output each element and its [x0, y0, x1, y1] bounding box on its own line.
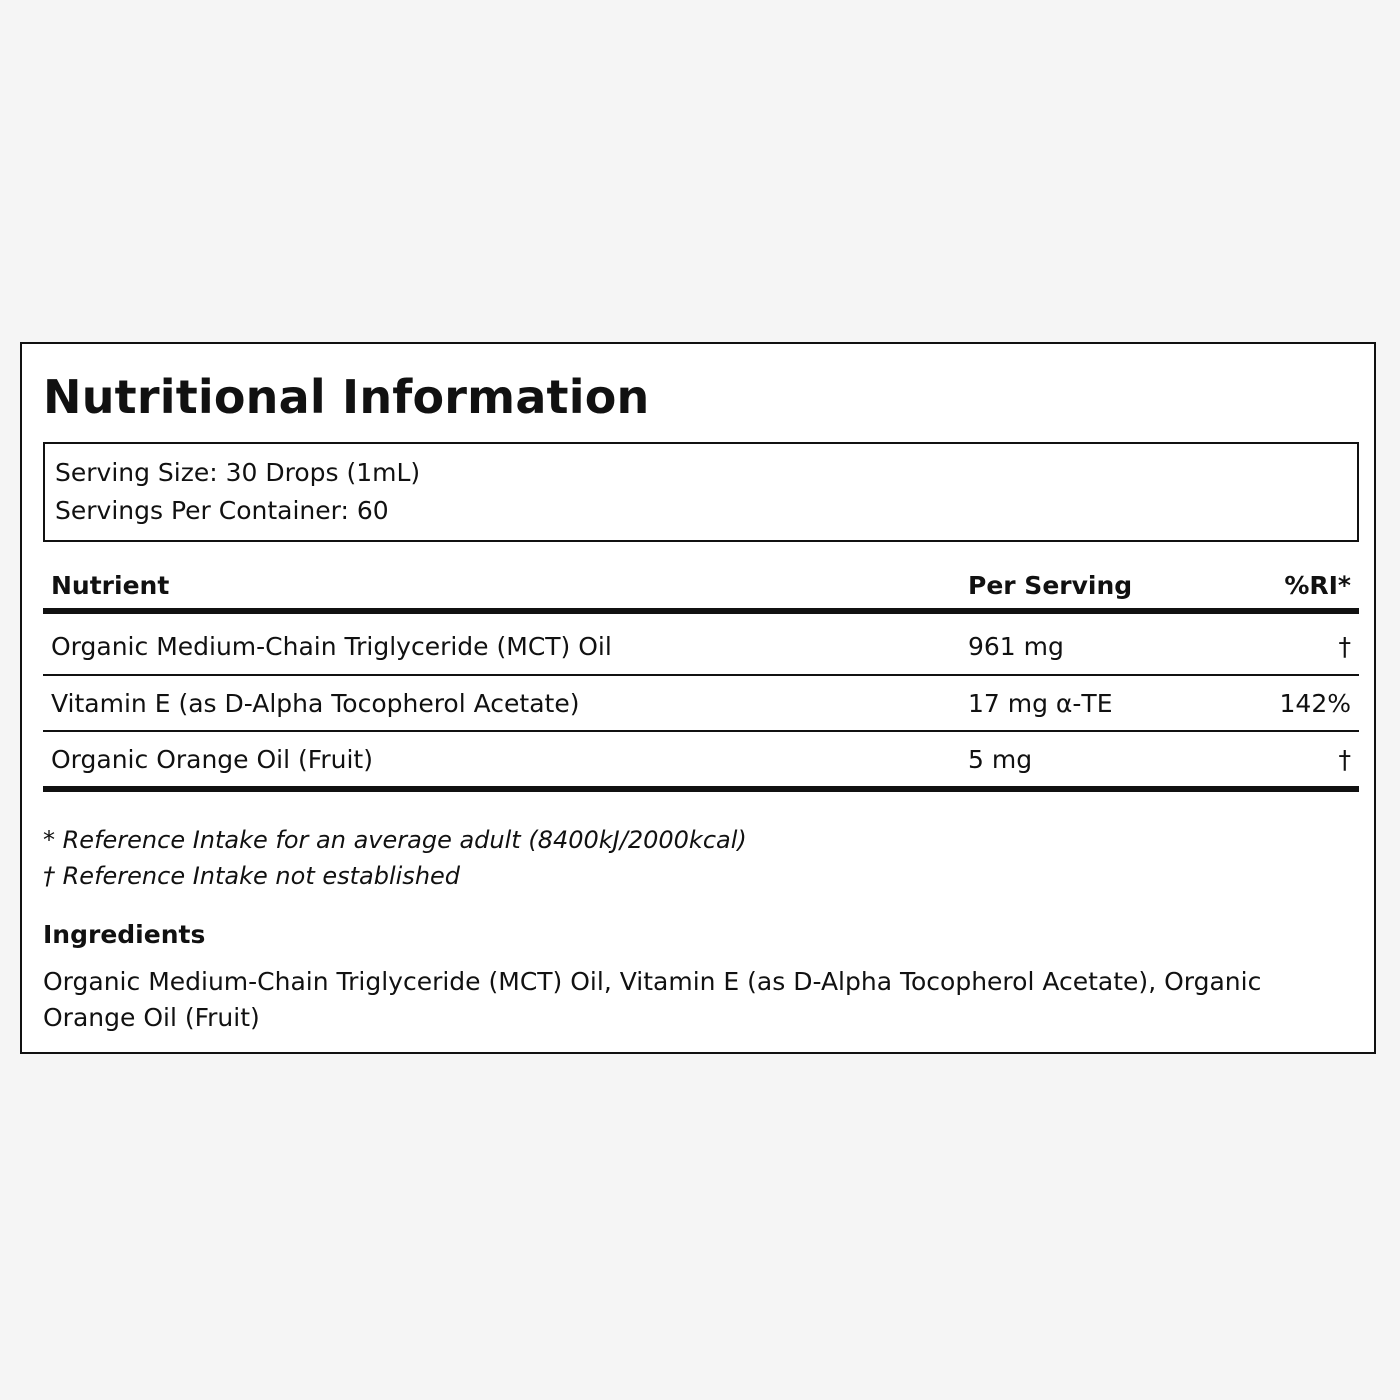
table-bottom-rule	[43, 786, 1359, 792]
header-nutrient: Nutrient	[51, 570, 170, 600]
table-row	[43, 674, 1359, 730]
ingredients-heading: Ingredients	[43, 920, 206, 949]
footnotes	[43, 822, 747, 894]
nutrient-ri: 142%	[1279, 688, 1351, 718]
nutrient-per-serving: 5 mg	[968, 744, 1033, 774]
nutrient-name: Organic Medium-Chain Triglyceride (MCT) Oil	[51, 631, 612, 661]
table-row	[43, 730, 1359, 786]
header-ri: %RI*	[1284, 570, 1351, 600]
serving-size: Serving Size: 30 Drops (1mL)	[55, 458, 421, 487]
nutrient-table	[43, 562, 1359, 792]
serving-info-box	[43, 442, 1359, 542]
footnote-ri: * Reference Intake for an average adult (8400kJ/2000kcal)	[43, 826, 747, 854]
page-title: Nutritional Information	[43, 370, 650, 424]
header-per-serving: Per Serving	[968, 570, 1133, 600]
nutrient-name: Organic Orange Oil (Fruit)	[51, 744, 373, 774]
nutrient-ri: †	[1338, 744, 1351, 774]
table-header-row	[43, 562, 1359, 614]
nutrient-ri: †	[1338, 631, 1351, 661]
nutrient-name: Vitamin E (as D-Alpha Tocopherol Acetate)	[51, 688, 580, 718]
table-row	[43, 618, 1359, 674]
ingredients-text: Organic Medium-Chain Triglyceride (MCT) Oil, Vitamin E (as D-Alpha Tocopherol Acetate), Organic Orange Oil (Fruit)	[43, 967, 1262, 1032]
footnote-dagger: † Reference Intake not established	[43, 862, 461, 890]
servings-per-container: Servings Per Container: 60	[55, 496, 389, 525]
nutrient-per-serving: 17 mg α-TE	[968, 688, 1113, 718]
nutrition-panel	[20, 342, 1376, 1054]
nutrient-per-serving: 961 mg	[968, 631, 1064, 661]
